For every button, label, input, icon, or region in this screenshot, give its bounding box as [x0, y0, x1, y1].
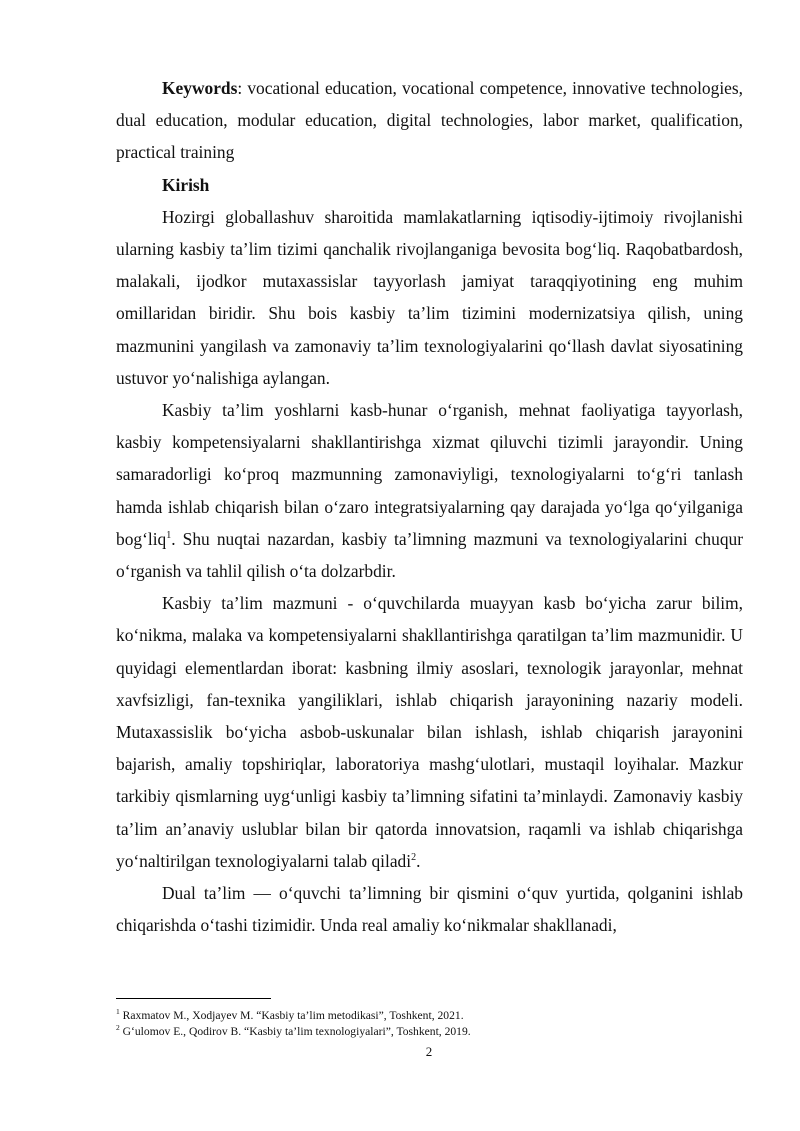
paragraph-2-text-cont: . Shu nuqtai nazardan, kasbiy ta’limning mazmuni va texnologiyalarini chuqur o‘rganish va tahlil qilish o‘ta dolzarbdir. [116, 528, 743, 582]
section-heading: Kirish [162, 174, 210, 195]
footnote-ref-2[interactable]: 2 [411, 852, 417, 864]
paragraph-3-text-cont: . [416, 850, 421, 871]
footnote-mark-1: 1 [116, 1007, 120, 1017]
footnotes [116, 1008, 743, 1039]
paragraph-1: Hozirgi globallashuv sharoitida mamlakatlarning iqtisodiy-ijtimoiy rivojlanishi ularning kasbiy ta’lim tizimi qanchalik rivojlanganiga bevosita bog‘liq. Raqobatbardosh, malakali, ijodkor mutaxassislar tayyorlash jamiyat taraqqiyotining eng muhim omillaridan biridir. Shu bois kasbiy ta’lim tizimini modernizatsiya qilish, uning mazmunini yangilash va zamonaviy ta’lim texnologiyalarini qo‘llash davlat siyosatining ustuvor yo‘nalishiga aylangan. [116, 206, 743, 388]
footnote-2 [116, 1024, 743, 1040]
paragraph-2 [116, 394, 743, 587]
paragraph-3 [116, 587, 743, 877]
footnote-text-2: G‘ulomov E., Qodirov B. “Kasbiy ta’lim texnologiyalari”, Toshkent, 2019. [119, 1024, 471, 1038]
keywords-paragraph [116, 72, 743, 169]
footnote-ref-1[interactable]: 1 [166, 530, 172, 542]
footnote-mark-2: 2 [116, 1022, 120, 1032]
keywords-label: Keywords [162, 78, 238, 98]
page-number: 2 [425, 1044, 433, 1059]
paragraph-4: Dual ta’lim — o‘quvchi ta’limning bir qismini o‘quv yurtida, qolganini ishlab chiqarishda o‘tashi tizimidir. Unda real amaliy ko‘nikmalar shakllanadi, [116, 883, 743, 936]
footnote-text-1: Raxmatov M., Xodjayev M. “Kasbiy ta’lim metodikasi”, Toshkent, 2021. [119, 1009, 464, 1022]
body-text [116, 72, 743, 941]
keywords-text: : vocational education, vocational competence, innovative technologies, dual education, modular education, digital technologies, labor market, qualification, practical training [116, 78, 743, 163]
footnote-1 [116, 1008, 743, 1024]
paragraph-2-text: Kasbiy ta’lim yoshlarni kasb-hunar o‘rganish, mehnat faoliyatiga tayyorlash, kasbiy kompetensiyalarni shakllantirishga xizmat qiluvchi tizimli jarayondir. Uning samaradorligi ko‘proq mazmunning zamonaviyligi, texnologiyalarni to‘g‘ri tanlash hamda ishlab chiqarish bilan o‘zaro integratsiyalarning qay darajada yo‘lga qo‘yilganiga bog‘liq [116, 400, 743, 549]
footnote-separator [116, 998, 271, 999]
paragraph-3-text: Kasbiy ta’lim mazmuni - o‘quvchilarda muayyan kasb bo‘yicha zarur bilim, ko‘nikma, malaka va kompetensiyalarni shakllantirishga qaratilgan ta’lim mazmunidir. U quyidagi elementlardan iborat: kasbning ilmiy asoslari, texnologik jarayonlar, mehnat xavfsizligi, fan-texnika yangiliklari, ishlab chiqarish jarayonining nazariy modeli. Mutaxassislik bo‘yicha asbob-uskunalar bilan ishlash, ishlab chiqarish jarayonini bajarish, amaliy topshiriqlar, laboratoriya mashg‘ulotlari, mustaqil loyihalar. Mazkur tarkibiy qismlarning uyg‘unligi kasbiy ta’limning sifatini ta’minlaydi. Zamonaviy kasbiy ta’lim an’anaviy uslublar bilan bir qatorda innovatsion, raqamli va ishlab chiqarishga yo‘naltirilgan texnologiyalarni talab qiladi [116, 593, 743, 871]
